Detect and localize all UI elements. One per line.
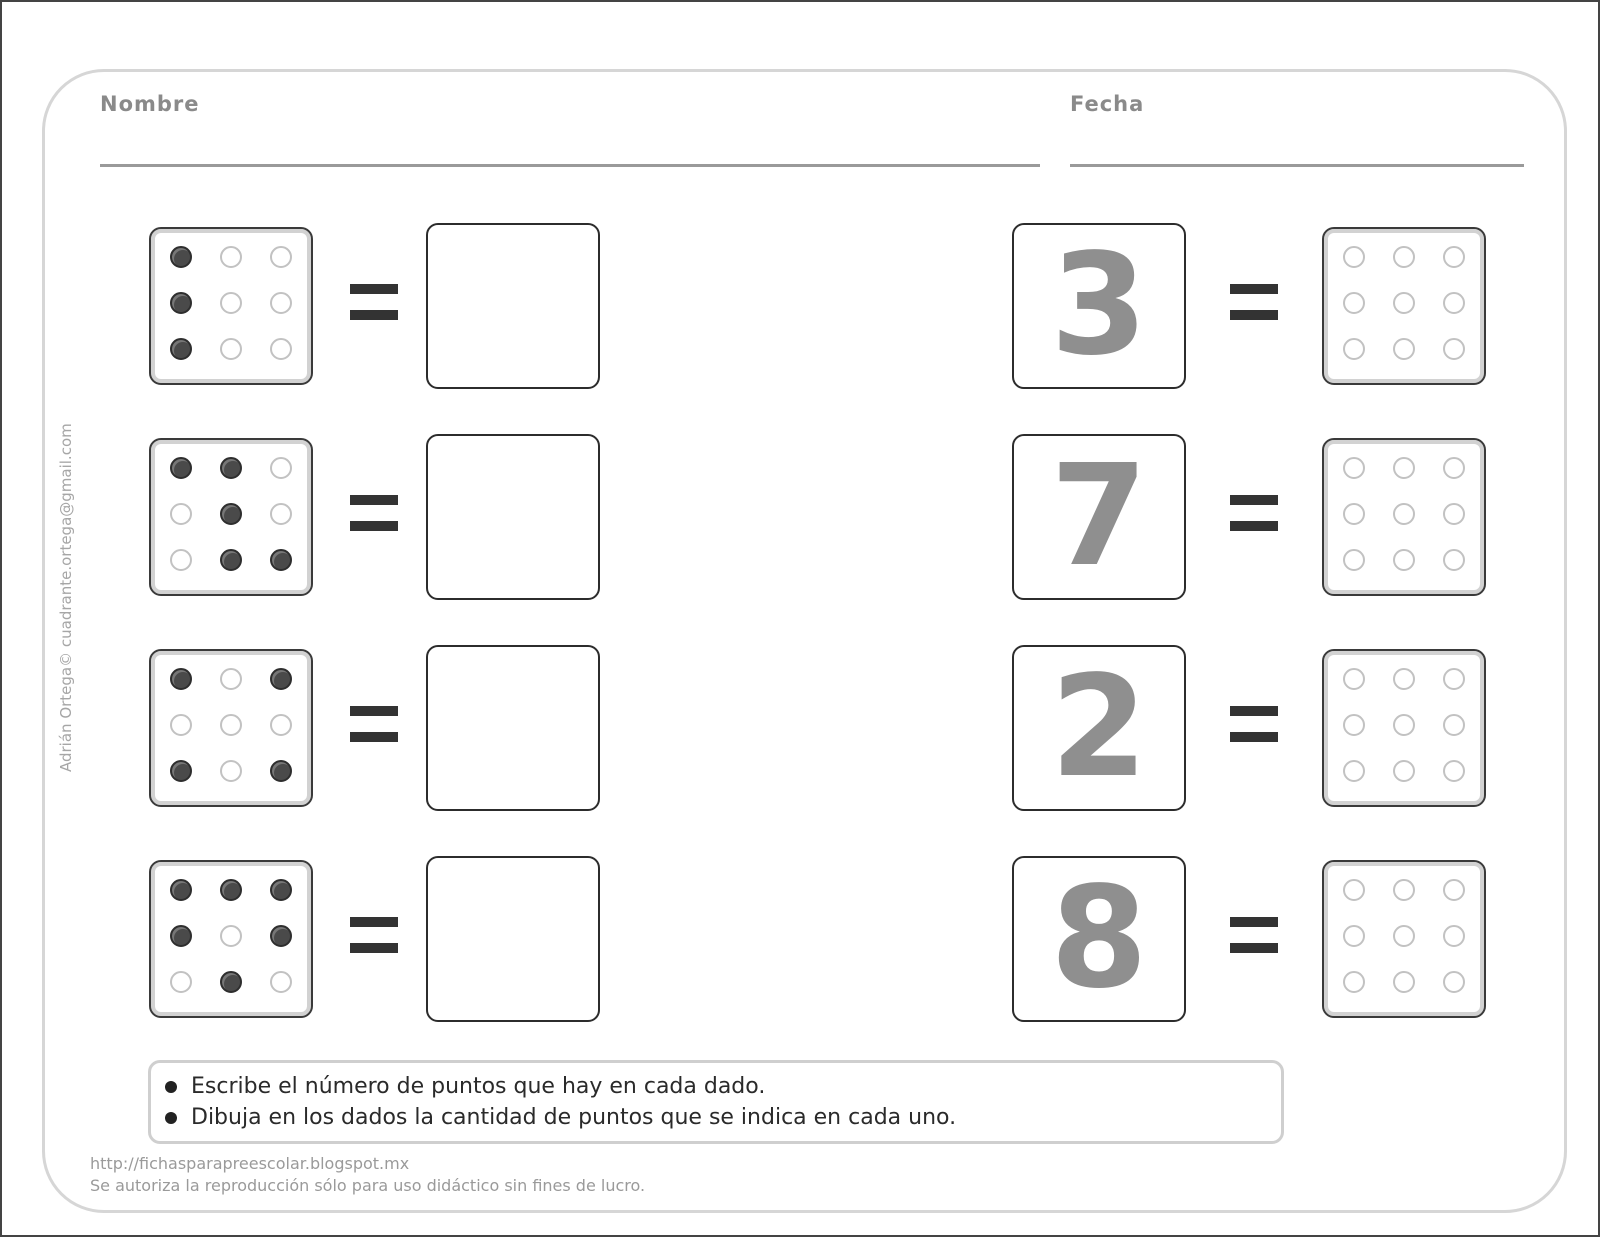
empty-dot [1443,338,1465,360]
empty-dot [1393,503,1415,525]
equals-sign [1230,706,1278,742]
filled-dot [170,292,192,314]
empty-dot [1343,714,1365,736]
dice-left[interactable] [149,860,313,1018]
empty-dot [170,714,192,736]
empty-dot [270,338,292,360]
date-line[interactable] [1070,164,1524,167]
equals-sign [1230,284,1278,320]
answer-box[interactable] [426,223,600,389]
dice-left[interactable] [149,438,313,596]
instruction-text: Dibuja en los dados la cantidad de puntos que se indica en cada uno. [191,1105,957,1130]
filled-dot [170,338,192,360]
empty-dot [170,503,192,525]
empty-dot [1343,879,1365,901]
empty-dot [1343,760,1365,782]
dice-right-blank[interactable] [1322,227,1486,385]
empty-dot [1343,668,1365,690]
filled-dot [220,971,242,993]
filled-dot [270,549,292,571]
empty-dot [1443,246,1465,268]
number-box [1012,434,1186,600]
empty-dot [270,503,292,525]
empty-dot [1443,457,1465,479]
filled-dot [220,457,242,479]
dice-left[interactable] [149,649,313,807]
empty-dot [1343,503,1365,525]
empty-dot [1343,457,1365,479]
dice-left[interactable] [149,227,313,385]
empty-dot [1393,457,1415,479]
bullet-icon [165,1081,177,1093]
empty-dot [1443,668,1465,690]
instruction-item [165,1102,1281,1133]
filled-dot [270,760,292,782]
equals-sign [1230,917,1278,953]
answer-box[interactable] [426,856,600,1022]
filled-dot [170,760,192,782]
number-text: 2 [1050,646,1148,809]
empty-dot [1343,971,1365,993]
filled-dot [220,503,242,525]
empty-dot [1393,925,1415,947]
filled-dot [170,668,192,690]
dice-right-blank[interactable] [1322,860,1486,1018]
empty-dot [1343,925,1365,947]
empty-dot [270,457,292,479]
instruction-item [165,1071,1281,1102]
empty-dot [220,338,242,360]
number-box [1012,223,1186,389]
empty-dot [220,292,242,314]
instructions-box [148,1060,1284,1144]
filled-dot [270,668,292,690]
empty-dot [1393,338,1415,360]
empty-dot [1443,549,1465,571]
empty-dot [1443,760,1465,782]
empty-dot [220,714,242,736]
footer-url: http://fichasparapreescolar.blogspot.mx [90,1154,410,1173]
empty-dot [220,760,242,782]
empty-dot [1393,246,1415,268]
empty-dot [1343,549,1365,571]
empty-dot [1393,292,1415,314]
filled-dot [170,879,192,901]
instruction-text: Escribe el número de puntos que hay en cada dado. [191,1074,766,1099]
filled-dot [270,925,292,947]
empty-dot [1443,879,1465,901]
empty-dot [1393,760,1415,782]
equals-sign [350,284,398,320]
number-text: 8 [1050,857,1148,1020]
empty-dot [1393,668,1415,690]
filled-dot [170,925,192,947]
filled-dot [170,246,192,268]
answer-box[interactable] [426,434,600,600]
empty-dot [220,668,242,690]
number-text: 3 [1050,224,1148,387]
empty-dot [1443,292,1465,314]
filled-dot [270,879,292,901]
number-text: 7 [1050,435,1148,598]
equals-sign [1230,495,1278,531]
empty-dot [1393,714,1415,736]
side-credit: Adrián Ortega© cuadrante.ortega@gmail.com [57,423,75,772]
date-label: Fecha [1070,92,1145,116]
empty-dot [1393,971,1415,993]
answer-box[interactable] [426,645,600,811]
name-label: Nombre [100,92,200,116]
empty-dot [170,549,192,571]
number-box [1012,856,1186,1022]
empty-dot [270,971,292,993]
name-line[interactable] [100,164,1040,167]
empty-dot [170,971,192,993]
empty-dot [1343,338,1365,360]
empty-dot [1343,246,1365,268]
empty-dot [270,246,292,268]
equals-sign [350,495,398,531]
dice-right-blank[interactable] [1322,438,1486,596]
dice-right-blank[interactable] [1322,649,1486,807]
bullet-icon [165,1112,177,1124]
empty-dot [1443,925,1465,947]
empty-dot [270,292,292,314]
footer-notice: Se autoriza la reproducción sólo para uso didáctico sin fines de lucro. [90,1176,646,1195]
empty-dot [1393,879,1415,901]
equals-sign [350,917,398,953]
empty-dot [1393,549,1415,571]
equals-sign [350,706,398,742]
filled-dot [220,879,242,901]
number-box [1012,645,1186,811]
empty-dot [1443,503,1465,525]
empty-dot [1443,714,1465,736]
empty-dot [1343,292,1365,314]
empty-dot [220,246,242,268]
empty-dot [1443,971,1465,993]
filled-dot [220,549,242,571]
empty-dot [220,925,242,947]
empty-dot [270,714,292,736]
filled-dot [170,457,192,479]
